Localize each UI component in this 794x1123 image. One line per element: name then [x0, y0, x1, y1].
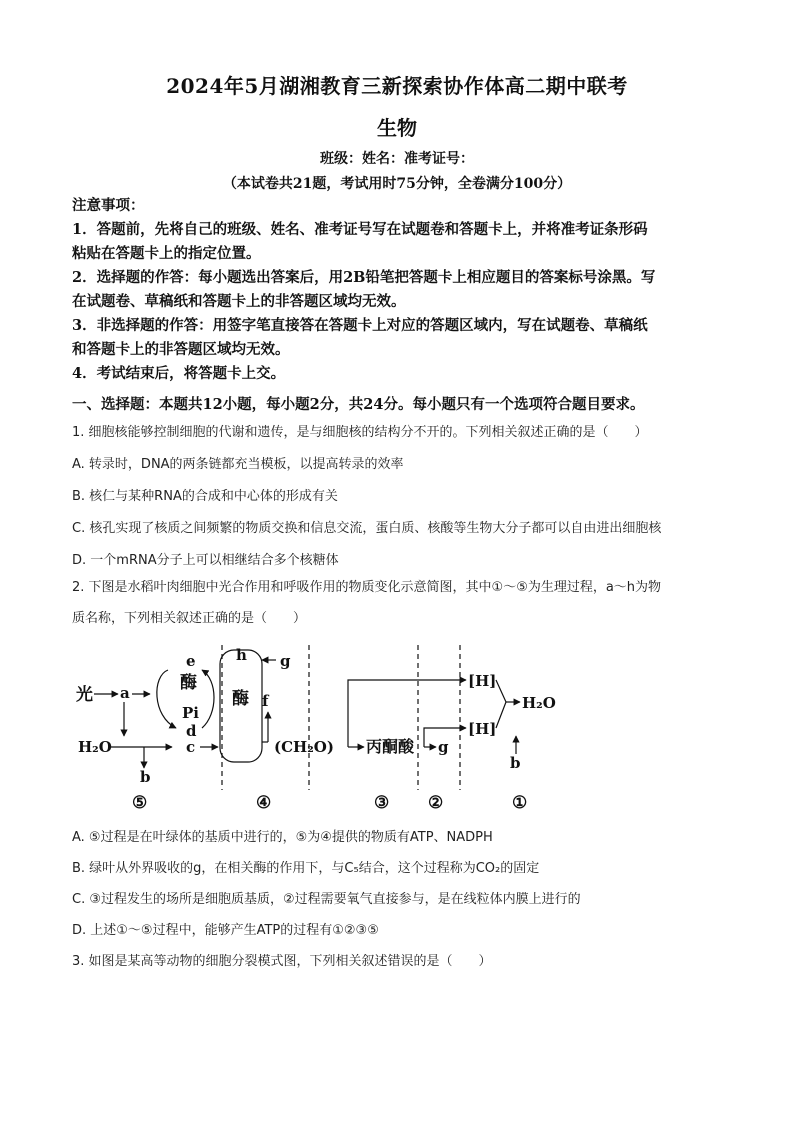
subject-title: 生物 — [377, 116, 417, 140]
label-b-right: b — [510, 754, 521, 772]
label-enzyme-cycle: 酶 — [180, 673, 197, 693]
label-ch2o: (CH₂O) — [274, 738, 334, 756]
notice-line: 3．非选择题的作答：用签字笔直接答在答题卡上对应的答题区域内，写在试题卷、草稿纸 — [72, 317, 648, 334]
option-c: C. ③过程发生的场所是细胞质基质，②过程需要氧气直接参与，是在线粒体内膜上进行的 — [72, 892, 581, 907]
label-process-3: ③ — [374, 793, 390, 813]
exam-info: （本试卷共21题，考试用时75分钟，全卷满分100分） — [222, 176, 572, 192]
notice-line: 粘贴在答题卡上的指定位置。 — [72, 245, 261, 262]
notice-line: 4．考试结束后，将答题卡上交。 — [72, 365, 286, 382]
option-b: B. 核仁与某种RNA的合成和中心体的形成有关 — [72, 489, 338, 504]
label-g-right: g — [438, 738, 449, 756]
label-h-bracket-top: [H] — [468, 672, 497, 690]
photosynthesis-respiration-diagram — [72, 640, 572, 820]
section-heading: 一、选择题：本题共12小题，每小题2分，共24分。每小题只有一个选项符合题目要求。 — [72, 396, 645, 413]
label-a: a — [120, 684, 130, 702]
exam-title: 2024年5月湖湘教育三新探索协作体高二期中联考 — [166, 74, 628, 98]
question-3 — [72, 947, 722, 976]
label-pi: Pi — [182, 704, 199, 722]
option-c: C. 核孔实现了核质之间频繁的物质交换和信息交流，蛋白质、核酸等生物大分子都可以自由进出细胞核 — [72, 521, 662, 536]
label-pyruvate: 丙酮酸 — [366, 737, 415, 756]
question-stem: 3. 如图是某高等动物的细胞分裂模式图，下列相关叙述错误的是（ ） — [72, 954, 492, 969]
notice-line: 和答题卡上的非答题区域均无效。 — [72, 341, 290, 358]
notice-line: 在试题卷、草稿纸和答题卡上的非答题区域均无效。 — [72, 293, 406, 310]
label-process-1: ① — [512, 793, 528, 813]
label-h2o-left: H₂O — [78, 738, 112, 756]
question-1 — [72, 418, 722, 575]
question-stem: 1. 细胞核能够控制细胞的代谢和遗传，是与细胞核的结构分不开的。下列相关叙述正确的是（ ） — [72, 425, 648, 440]
option-d: D. 上述①～⑤过程中，能够产生ATP的过程有①②③⑤ — [72, 923, 379, 938]
notice-line: 1．答题前，先将自己的班级、姓名、准考证号写在试题卷和答题卡上，并将准考证条形码 — [72, 221, 648, 238]
option-a: A. ⑤过程是在叶绿体的基质中进行的，⑤为④提供的物质有ATP、NADPH — [72, 830, 493, 845]
label-c: c — [186, 738, 196, 756]
label-process-5: ⑤ — [132, 793, 148, 813]
notice-line: 2．选择题的作答：每小题选出答案后，用2B铅笔把答题卡上相应题目的答案标号涂黑。写 — [72, 269, 656, 286]
notice-heading: 注意事项： — [72, 197, 145, 214]
notice-block — [72, 194, 722, 386]
question-stem-line: 质名称，下列相关叙述正确的是（ ） — [72, 611, 307, 626]
option-d: D. 一个mRNA分子上可以相继结合多个核糖体 — [72, 553, 339, 568]
label-process-2: ② — [428, 793, 444, 813]
option-b: B. 绿叶从外界吸收的g，在相关酶的作用下，与C₅结合，这个过程称为CO₂的固定 — [72, 861, 540, 876]
label-process-4: ④ — [256, 793, 272, 813]
question-stem-line: 2. 下图是水稻叶肉细胞中光合作用和呼吸作用的物质变化示意简图，其中①～⑤为生理过程，a～h为物 — [72, 580, 662, 595]
label-f: f — [262, 692, 269, 710]
label-d: d — [186, 722, 197, 740]
label-h: h — [236, 646, 247, 664]
label-light: 光 — [76, 685, 93, 705]
label-enzyme-box: 酶 — [232, 689, 249, 709]
label-e: e — [186, 652, 196, 670]
question-2-stem — [72, 573, 722, 633]
examinee-fields: 班级：姓名：准考证号： — [320, 151, 474, 167]
label-g-top: g — [280, 652, 291, 670]
question-2-options — [72, 823, 722, 945]
label-h-bracket-bottom: [H] — [468, 720, 497, 738]
label-b-left: b — [140, 768, 151, 786]
label-h2o-right: H₂O — [522, 694, 556, 712]
option-a: A. 转录时，DNA的两条链都充当模板，以提高转录的效率 — [72, 457, 404, 472]
